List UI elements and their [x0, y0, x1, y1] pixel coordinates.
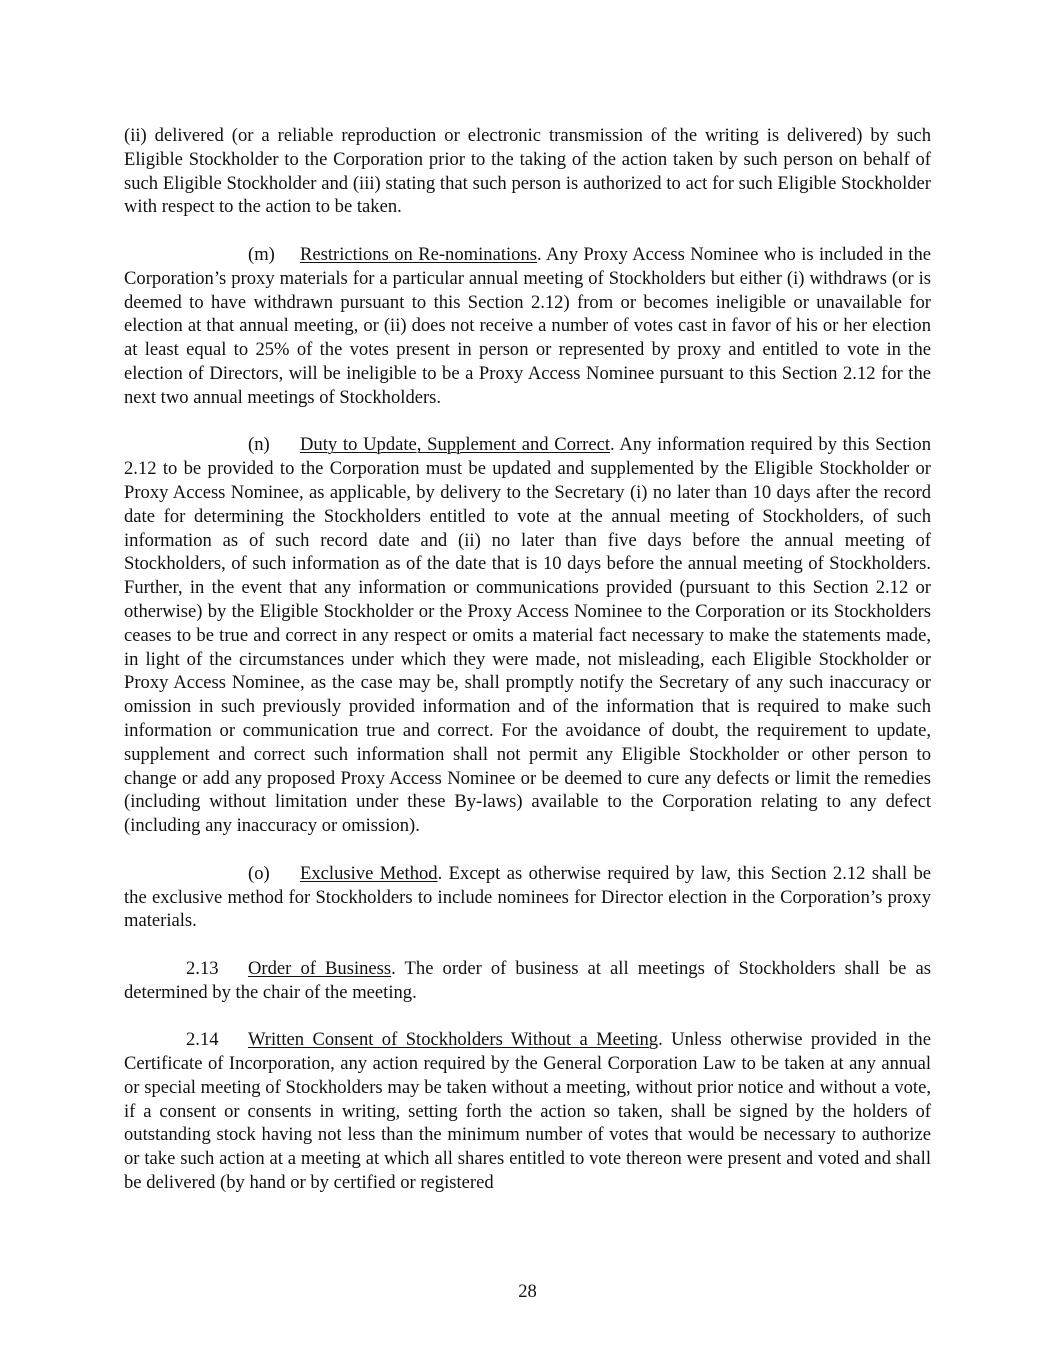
section-heading-2-13: Order of Business [248, 957, 392, 979]
document-page [124, 124, 931, 1219]
section-body-2-13: . The order of business at all meetings of Stockholders shall be as determined by the chair of the meeting. [124, 957, 931, 1003]
section-body-2-14: . Unless otherwise provided in the Certificate of Incorporation, any action required by the General Corporation Law to be taken at any annual or special meeting of Stockholders may be taken without a meeting, without prior notice and without a vote, if a consent or consents in writing, setting forth the action so taken, shall be signed by the holders of outstanding stock having not less than the minimum number of votes that would be necessary to authorize or take such action at a meeting at which all shares entitled to vote thereon were present and voted and shall be delivered (by hand or by certified or registered [124, 1029, 931, 1194]
clause-heading-n: Duty to Update, Supplement and Correct [300, 434, 611, 456]
section-2-14 [124, 1028, 931, 1195]
clause-heading-m: Restrictions on Re-nominations [300, 243, 537, 265]
clause-body-m: . Any Proxy Access Nominee who is included in the Corporation’s proxy materials for a particular annual meeting of Stockholders but either (i) withdraws (or is deemed to have withdrawn pursuant to this Section 2.12) from or becomes ineligible or unavailable for election at that annual meeting, or (ii) does not receive a number of votes cast in favor of his or her election at least equal to 25% of the votes present in person or represented by proxy and entitled to vote in the election of Directors, will be ineligible to be a Proxy Access Nominee pursuant to this Section 2.12 for the next two annual meetings of Stockholders. [124, 243, 932, 408]
paragraph-o [124, 862, 931, 933]
paragraph-m [124, 243, 931, 410]
section-2-13 [124, 957, 931, 1005]
section-number-2-13: 2.13 [186, 957, 219, 979]
section-heading-2-14: Written Consent of Stockholders Without a Meeting [248, 1029, 659, 1051]
clause-label-n: (n) [248, 434, 270, 456]
clause-body-n: . Any information required by this Section 2.12 to be provided to the Corporation must be updated and supplemented by the Eligible Stockholder or Proxy Access Nominee, as applicable, by delivery to the Secretary (i) no later than 10 days after the record date for determining the Stockholders entitled to vote at the annual meeting of Stockholders, of such information as of such record date and (ii) no later than five days before the annual meeting of Stockholders, of such information as of the date that is 10 days before the annual meeting of Stockholders. Further, in the event that any information or communications provided (pursuant to this Section 2.12 or otherwise) by the Eligible Stockholder or the Proxy Access Nominee to the Corporation or its Stockholders ceases to be true and correct in any respect or omits a material fact necessary to make the statements made, in light of the circumstances under which they were made, not misleading, each Eligible Stockholder or Proxy Access Nominee, as the case may be, shall promptly notify the Secretary of any such inaccuracy or omission in such previously provided information and of the information that is required to make such information or communication true and correct. For the avoidance of doubt, the requirement to update, supplement and correct such information shall not permit any Eligible Stockholder or other person to change or add any proposed Proxy Access Nominee or be deemed to cure any defects or limit the remedies (including without limitation under these By-laws) available to the Corporation relating to any defect (including any inaccuracy or omission). [124, 434, 931, 837]
clause-label-o: (o) [248, 862, 270, 884]
section-number-2-14: 2.14 [186, 1029, 219, 1051]
clause-heading-o: Exclusive Method [300, 862, 438, 884]
paragraph-n [124, 433, 931, 838]
clause-label-m: (m) [248, 243, 275, 265]
page-number: 28 [518, 1281, 537, 1302]
paragraph-intro: (ii) delivered (or a reliable reproduction or electronic transmission of the writing is delivered) by such Eligible Stockholder to the Corporation prior to the taking of the action taken by such person on behalf of such Eligible Stockholder and (iii) stating that such person is authorized to act for such Eligible Stockholder with respect to the action to be taken. [124, 125, 931, 218]
clause-body-o: . Except as otherwise required by law, this Section 2.12 shall be the exclusive method for Stockholders to include nominees for Director election in the Corporation’s proxy materials. [124, 862, 931, 932]
